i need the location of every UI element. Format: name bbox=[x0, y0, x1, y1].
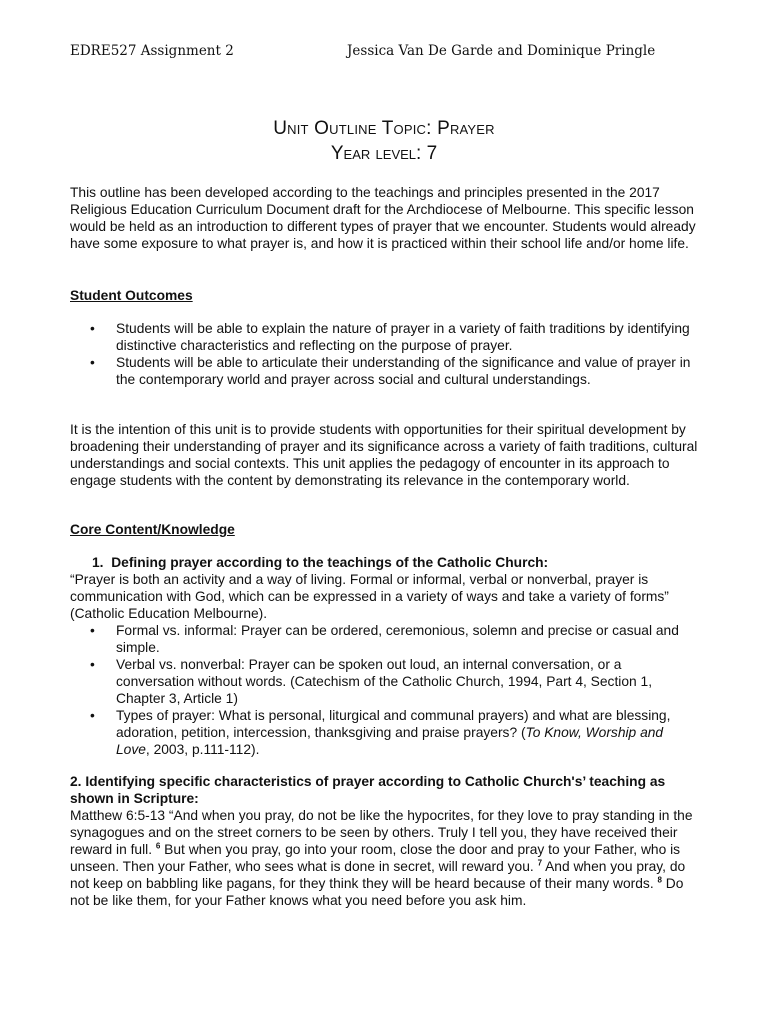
outcomes-heading: Student Outcomes bbox=[70, 288, 193, 303]
book-title: To Know, Worship and Love bbox=[116, 725, 664, 757]
section1-title: Defining prayer according to the teachings of the Catholic Church: bbox=[111, 555, 549, 570]
scripture-text: Matthew 6:5-13 “And when you pray, do not be like the hypocrites, for they love to pray standing in the synagogues and on the street corners to be seen by others. Truly I tell you, they have received their reward in full. bbox=[70, 808, 693, 857]
outcomes-list bbox=[70, 320, 700, 388]
intro-paragraph bbox=[70, 184, 700, 252]
section1-number: 1. bbox=[92, 555, 104, 570]
header-authors: Jessica Van De Garde and Dominique Pringle bbox=[347, 43, 656, 59]
section1-quote: “Prayer is both an activity and a way of living. Formal or informal, verbal or nonverbal, prayer is communication with God, which can be expressed in a variety of ways and take a variety of forms” (Catholic Education Melbourne). bbox=[70, 572, 669, 621]
section1-list bbox=[70, 622, 700, 758]
document-subtitle: Year level: 7 bbox=[330, 143, 438, 164]
list-item: • Students will be able to articulate their understanding of the significance and value of prayer in the contemporary world and prayer across social and cultural understandings. bbox=[70, 354, 700, 388]
bullet3-text-pre: Types of prayer: What is personal, liturgical and communal prayers) and what are blessing, adoration, petition, intercession, thanksgiving and praise prayers? ( bbox=[116, 708, 671, 740]
verse-number: 7 bbox=[537, 858, 543, 868]
scripture-passage bbox=[70, 807, 700, 909]
list-item: • Verbal vs. nonverbal: Prayer can be spoken out loud, an internal conversation, or a conversation without words. (Catechism of the Catholic Church, 1994, Part 4, Section 1, Chapter 3, Article 1) bbox=[70, 656, 700, 707]
intro-text: This outline has been developed according to the teachings and principles presented in the 2017 Religious Education Curriculum Document draft for the Archdiocese of Melbourne. This specific lesson would be held as an introduction to different types of prayer that we encounter. Students would already have some exposure to what prayer is, and how it is practiced within their school life and/or home life. bbox=[70, 185, 696, 251]
verse-number: 8 bbox=[657, 875, 662, 885]
intention-text: It is the intention of this unit is to provide students with opportunities for their spiritual development by broadening their understanding of prayer and its significance across a variety of faith traditions, cultural understandings and social contexts. This unit applies the pedagogy of encounter in its approach to engage students with the content by demonstrating its relevance in the contemporary world. bbox=[70, 422, 698, 488]
section1-heading bbox=[70, 554, 700, 571]
document-title: Unit Outline Topic: Prayer bbox=[273, 118, 495, 139]
core-heading: Core Content/Knowledge bbox=[70, 522, 235, 537]
intention-paragraph bbox=[70, 421, 700, 489]
bullet3-text-post: , 2003, p.111-112). bbox=[145, 742, 260, 757]
scripture-text: And when you pray, do not keep on babbling like pagans, for they think they will be heard because of their many words. bbox=[70, 859, 686, 891]
section2 bbox=[70, 773, 700, 909]
header-course: EDRE527 Assignment 2 bbox=[70, 43, 234, 59]
list-item bbox=[70, 707, 700, 758]
scripture-text: Do not be like them, for your Father knows what you need before you ask him. bbox=[70, 876, 684, 908]
scripture-text: But when you pray, go into your room, close the door and pray to your Father, who is unseen. Then your Father, who sees what is done in secret, will reward you. bbox=[70, 842, 681, 874]
section2-heading: 2. Identifying specific characteristics of prayer according to Catholic Church's’ teaching as shown in Scripture: bbox=[70, 774, 666, 806]
outcomes-section bbox=[70, 287, 700, 388]
verse-number: 6 bbox=[155, 841, 161, 851]
list-item: • Students will be able to explain the nature of prayer in a variety of faith traditions by identifying distinctive characteristics and reflecting on the purpose of prayer. bbox=[70, 320, 700, 354]
list-item: • Formal vs. informal: Prayer can be ordered, ceremonious, solemn and precise or casual and simple. bbox=[70, 622, 700, 656]
core-content-section bbox=[70, 521, 700, 758]
